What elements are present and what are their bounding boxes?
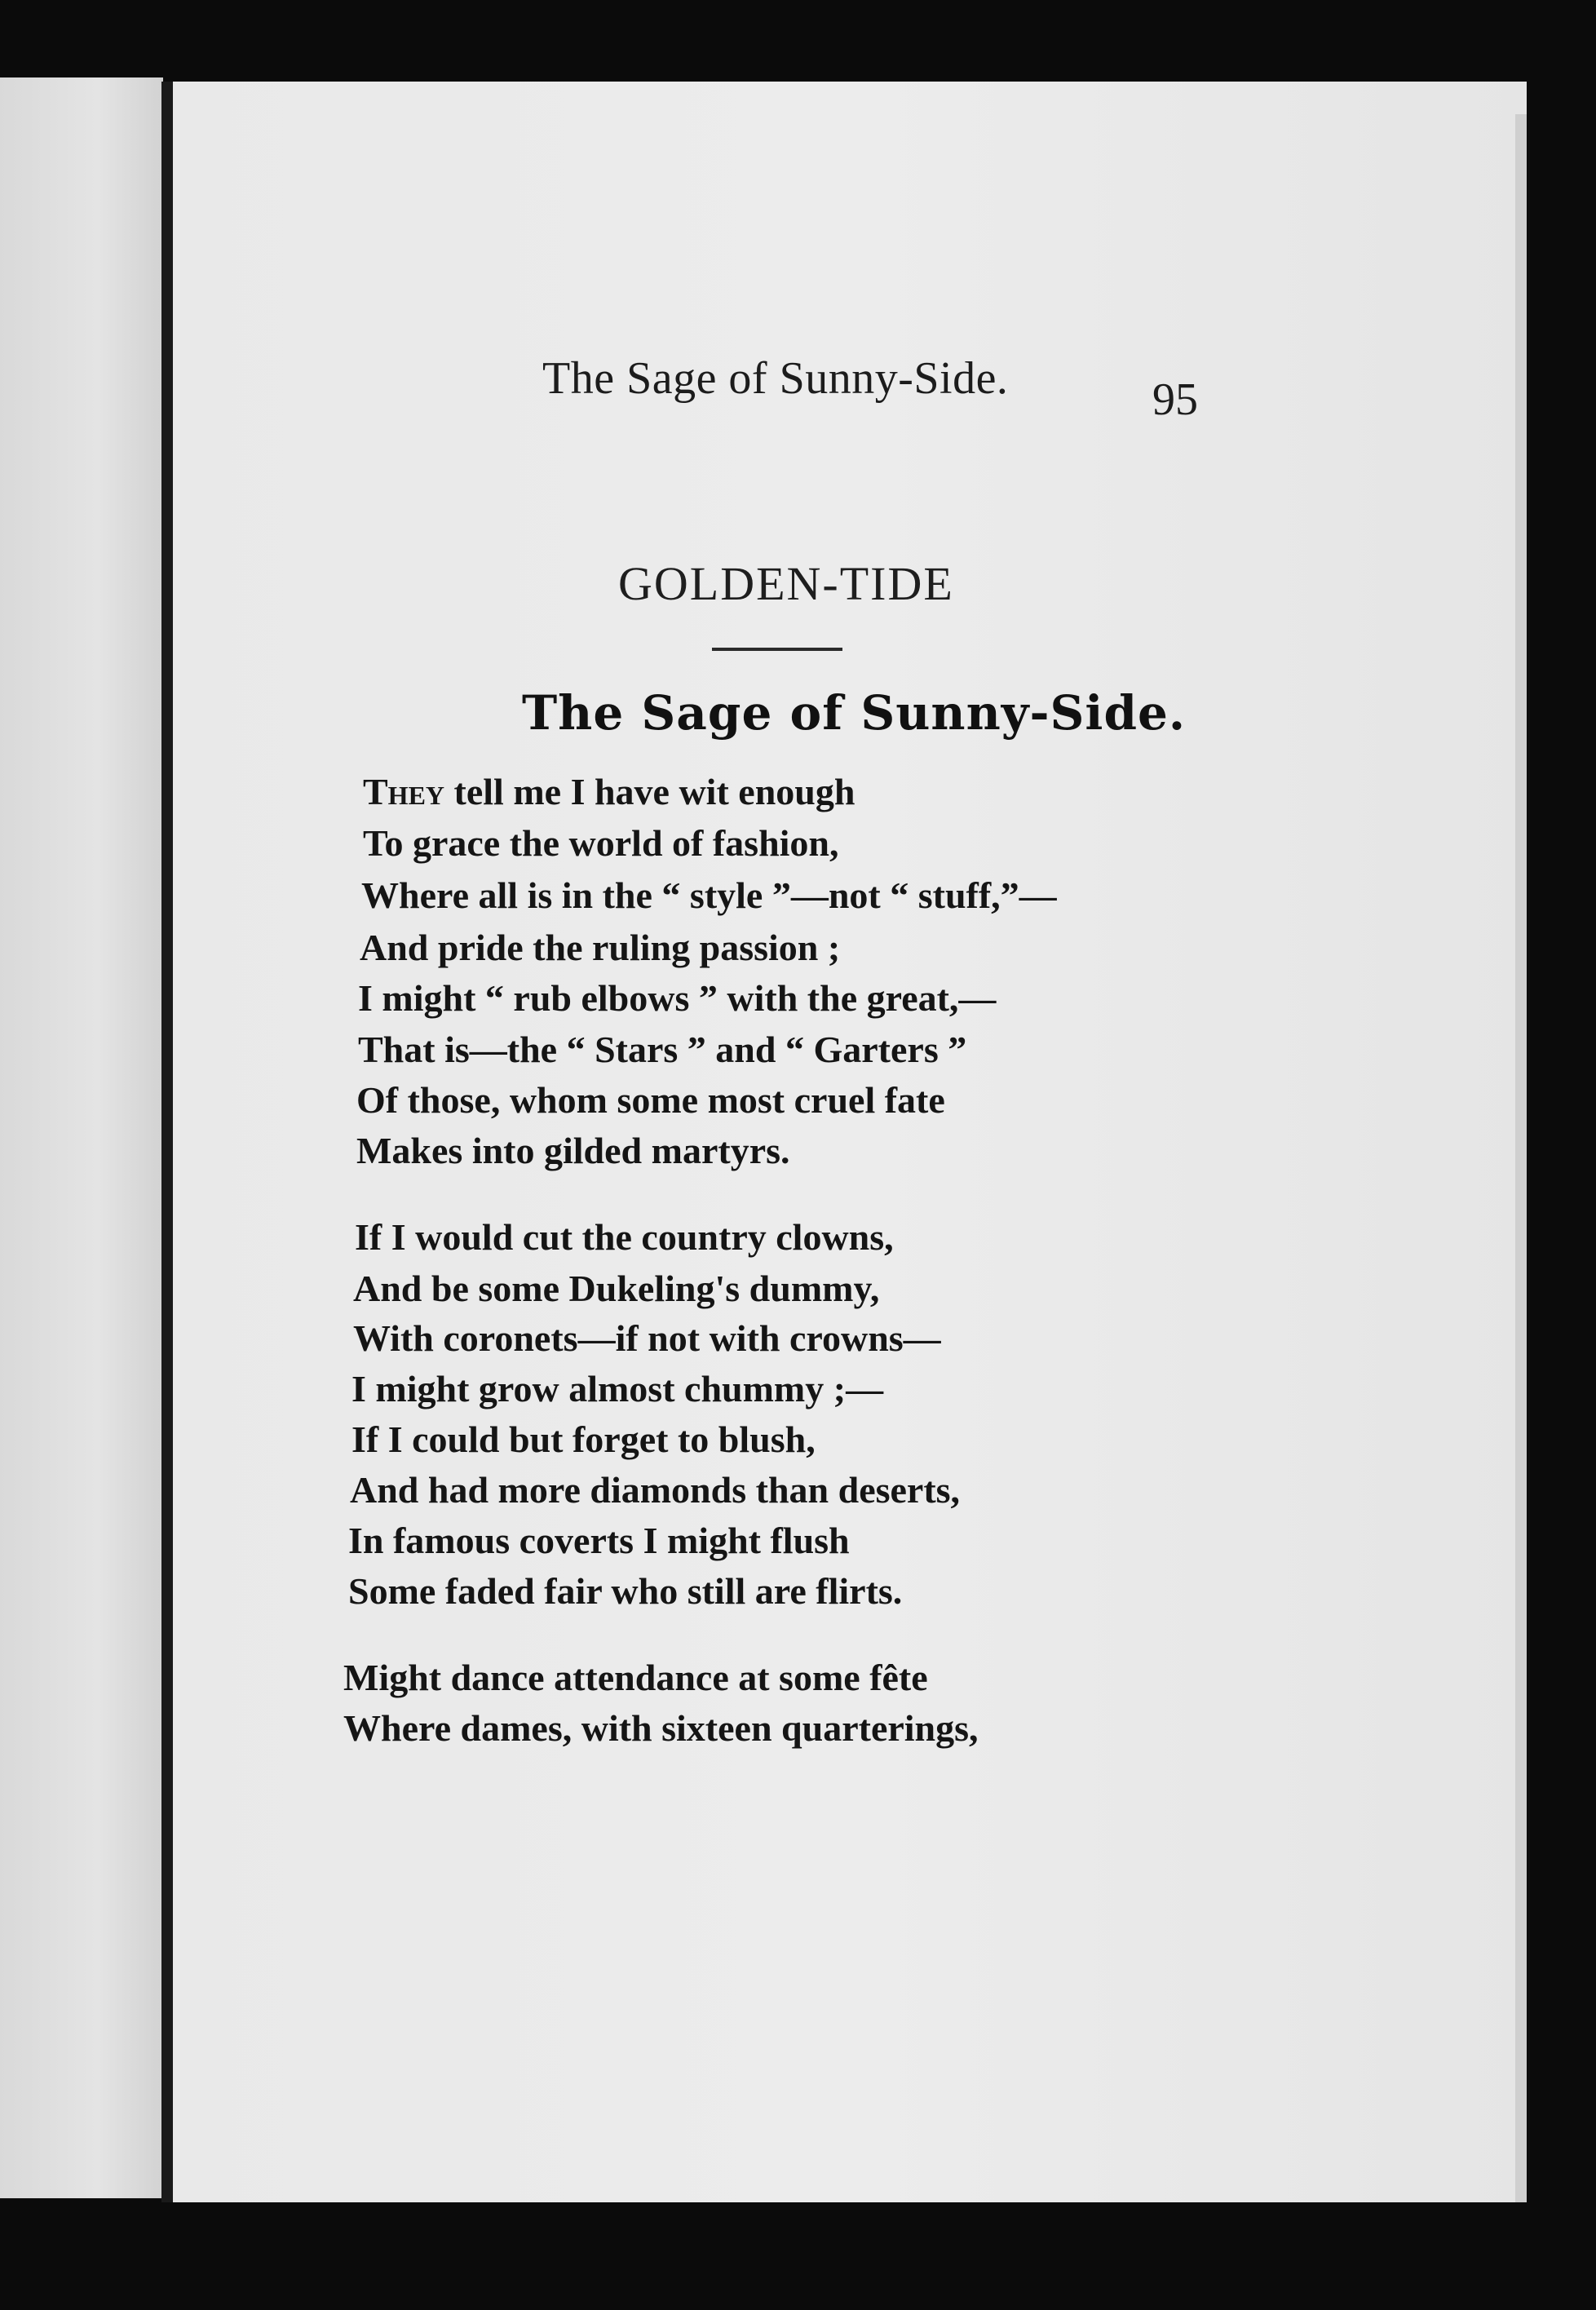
poem-line: In famous coverts I might flush (348, 1520, 850, 1561)
poem-line: If I could but forget to blush, (351, 1418, 816, 1460)
poem-line: With coronets—if not with crowns— (353, 1317, 941, 1359)
section-title: GOLDEN-TIDE (618, 557, 954, 610)
poem-line: Some faded fair who still are flirts. (348, 1570, 903, 1612)
page-number: 95 (1152, 374, 1198, 425)
poem-line: To grace the world of fashion, (363, 822, 839, 864)
poem-line: Might dance attendance at some fête (343, 1657, 928, 1698)
drop-word: They (363, 771, 445, 812)
poem-line: And pride the ruling passion ; (360, 927, 841, 968)
book-gutter (161, 82, 173, 2202)
poem-line: Of those, whom some most cruel fate (356, 1079, 945, 1121)
poem-line: And be some Dukeling's dummy, (353, 1268, 880, 1309)
poem-line: And had more diamonds than deserts, (350, 1469, 961, 1511)
page-edge (1515, 114, 1527, 2202)
running-header-title: The Sage of Sunny-Side. (542, 353, 1009, 404)
poem-line: If I would cut the country clowns, (355, 1216, 894, 1258)
poem-line: Makes into gilded martyrs. (356, 1130, 790, 1171)
poem-title: The Sage of Sunny-Side. (522, 685, 1187, 741)
line-text: tell me I have wit enough (444, 771, 855, 812)
poem-line: I might grow almost chummy ;— (351, 1368, 884, 1409)
title-divider (712, 648, 842, 651)
poem-line: I might “ rub elbows ” with the great,— (358, 977, 997, 1019)
poem-line: Where all is in the “ style ”—not “ stuff,”— (361, 874, 1057, 916)
facing-page-edge (0, 77, 163, 2198)
poem-line (363, 770, 855, 813)
poem-line: Where dames, with sixteen quarterings, (343, 1707, 979, 1749)
poem-line: That is—the “ Stars ” and “ Garters ” (358, 1029, 967, 1070)
